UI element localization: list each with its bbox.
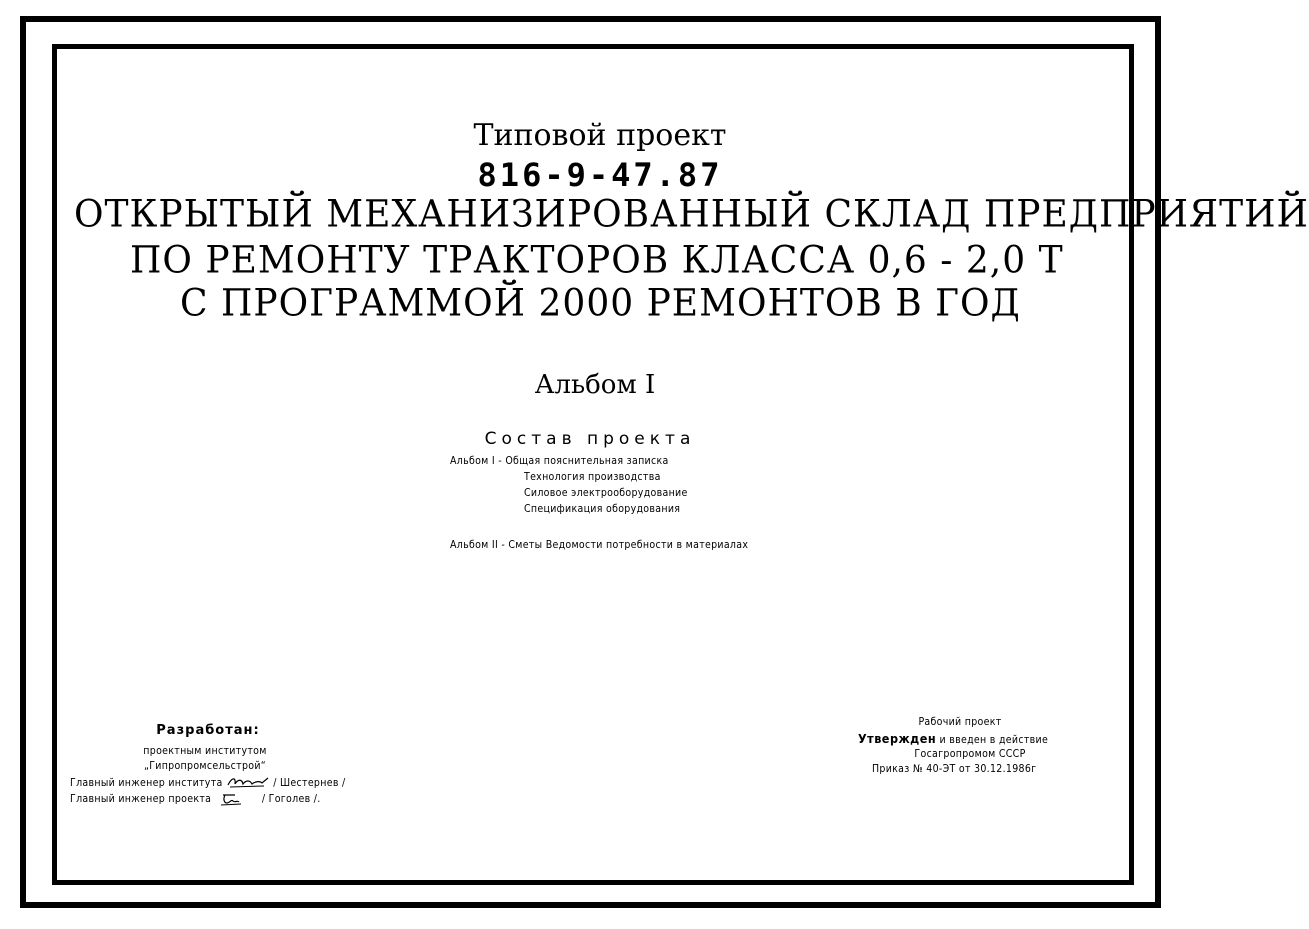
- signature-icon: [215, 791, 259, 807]
- chief-engineer-institute-name: / Шестернев /: [273, 777, 346, 789]
- approval-status: [858, 731, 1048, 746]
- chief-engineer-project-role: Главный инженер проекта: [70, 793, 212, 805]
- album-2-label: Альбом II -: [450, 539, 506, 551]
- chief-engineer-institute-role: Главный инженер института: [70, 777, 223, 789]
- developer-organization: „Гипропромсельстрой“: [144, 760, 266, 772]
- album-1-item-1: Общая пояснительная записка: [505, 455, 669, 467]
- project-title-line-2: ПО РЕМОНТУ ТРАКТОРОВ КЛАССА 0,6 - 2,0 Т: [130, 238, 1064, 283]
- album-1-item-4: Спецификация оборудования: [524, 503, 681, 515]
- album-1-item-2: Технология производства: [524, 471, 661, 483]
- project-type-label: Типовой проект: [473, 118, 727, 153]
- album-2-text: Сметы Ведомости потребности в материалах: [508, 539, 749, 551]
- album-1-entry: [450, 455, 669, 467]
- album-label: Альбом I: [534, 370, 656, 400]
- project-title-line-1: ОТКРЫТЫЙ МЕХАНИЗИРОВАННЫЙ СКЛАД ПРЕДПРИЯТИЙ: [74, 192, 1309, 237]
- approval-status-bold: Утвержден: [858, 731, 937, 746]
- chief-engineer-project-name: / Гоголев /.: [261, 793, 321, 805]
- developer-by: проектным институтом: [143, 745, 267, 757]
- chief-engineer-project-row: [70, 791, 321, 807]
- project-title-line-3: С ПРОГРАММОЙ 2000 РЕМОНТОВ В ГОД: [180, 281, 1021, 326]
- approval-order: Приказ № 40-ЭТ от 30.12.1986г: [872, 763, 1037, 775]
- composition-heading: Состав проекта: [484, 429, 696, 449]
- album-2-entry: [450, 539, 748, 551]
- album-1-label: Альбом I -: [450, 455, 502, 467]
- approval-project-type: Рабочий проект: [918, 716, 1002, 728]
- approval-status-rest: и введен в действие: [939, 734, 1049, 746]
- project-code: 816-9-47.87: [477, 156, 723, 194]
- developer-title: Разработан:: [156, 723, 260, 738]
- chief-engineer-institute-row: [70, 775, 345, 791]
- album-1-item-3: Силовое электрооборудование: [524, 487, 688, 499]
- approval-authority: Госагропромом СССР: [914, 748, 1026, 760]
- signature-icon: [226, 775, 270, 791]
